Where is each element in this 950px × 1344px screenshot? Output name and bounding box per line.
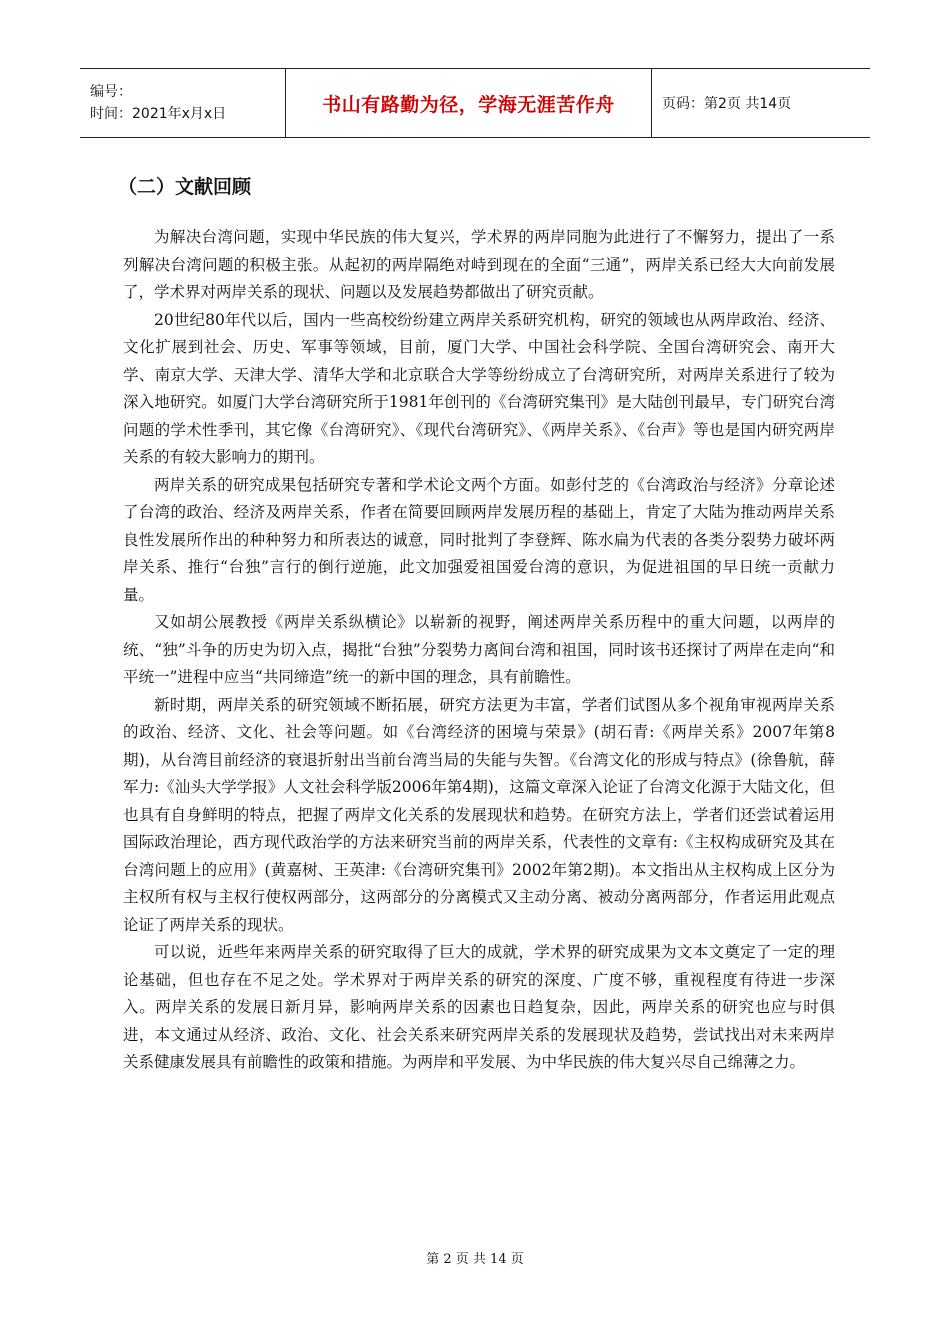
header-page-cell: [652, 69, 791, 137]
page-footer: [0, 1248, 950, 1267]
footer-page-number: 第 2 页 共 14 页: [426, 1252, 524, 1267]
paragraph: 可以说，近些年来两岸关系的研究取得了巨大的成就，学术界的研究成果为文本文奠定了一定的理论基础，但也存在不足之处。学术界对于两岸关系的研究的深度、广度不够，重视程度有待进一步深入。两岸关系的发展日新月异，影响两岸关系的因素也日趋复杂，因此，两岸关系的研究也应与时俱进，本文通过从经济、政治、文化、社会关系来研究两岸关系的发展现状及趋势，尝试找出对未来两岸关系健康发展具有前瞻性的政策和措施。为两岸和平发展、为中华民族的伟大复兴尽自己绵薄之力。: [123, 943, 835, 1071]
header-page-info: 页码：第2页 共14页: [662, 96, 792, 112]
document-body: [123, 224, 835, 1077]
paragraph: 又如胡公展教授《两岸关系纵横论》以崭新的视野，阐述两岸关系历程中的重大问题，以两岸的统、“独”斗争的历史为切入点，揭批“台独”分裂势力离间台湾和祖国，同时该书还探讨了两岸在走向“和平统一”进程中应当“共同缔造”统一的新中国的理念，具有前瞻性。: [123, 613, 835, 686]
paragraph: 20世纪80年代以后，国内一些高校纷纷建立两岸关系研究机构，研究的领域也从两岸政治、经济、文化扩展到社会、历史、军事等领域，目前，厦门大学、中国社会科学院、全国台湾研究会、南开大学、南京大学、天津大学、清华大学和北京联合大学等纷纷成立了台湾研究所，对两岸关系进行了较为深入地研究。如厦门大学台湾研究所于1981年创刊的《台湾研究集刊》是大陆创刊最早，专门研究台湾问题的学术性季刊，其它像《台湾研究》、《现代台湾研究》、《两岸关系》、《台声》等也是国内研究两岸关系的有较大影响力的期刊。: [123, 310, 835, 466]
header-number-label: 编号：: [90, 84, 132, 100]
document-header: [80, 68, 870, 138]
paragraph: 两岸关系的研究成果包括研究专著和学术论文两个方面。如彭付芝的《台湾政治与经济》分章论述了台湾的政治、经济及两岸关系，作者在简要回顾两岸发展历程的基础上，肯定了大陆为推动两岸关系良性发展所作出的种种努力和所表达的诚意，同时批判了李登辉、陈水扁为代表的各类分裂势力破坏两岸关系、推行“台独”言行的倒行逆施，此文加强爱祖国爱台湾的意识，为促进祖国的早日统一贡献力量。: [123, 475, 835, 604]
section-title: （二）文献回顾: [118, 176, 252, 198]
paragraph: 新时期，两岸关系的研究领域不断拓展，研究方法更为丰富，学者们试图从多个视角审视两岸关系的政治、经济、文化、社会等问题。如《台湾经济的困境与荣景》(胡石青:《两岸关系》2007年第8期)，从台湾目前经济的衰退折射出当前台湾当局的失能与失智。《台湾文化的形成与特点》(徐鲁航，薛军力:《汕头大学学报》人文社会科学版2006年第4期)，这篇文章深入论证了台湾文化源于大陆文化，但也具有自身鲜明的特点，把握了两岸文化关系的发展现状和趋势。在研究方法上，学者们还尝试着运用国际政治理论，西方现代政治学的方法来研究当前的两岸关系，代表性的文章有:《主权构成研究及其在台湾问题上的应用》(黄嘉树、王英津:《台湾研究集刊》2002年第2期)。本文指出从主权构成上区分为主权所有权与主权行使权两部分，这两部分的分离模式又主动分离、被动分离两部分，作者运用此观点论证了两岸关系的现状。: [123, 695, 835, 934]
header-motto-cell: [285, 69, 652, 137]
header-left-cell: [80, 69, 285, 137]
header-date-label: 时间：2021年x月x日: [90, 106, 227, 122]
paragraph: 为解决台湾问题，实现中华民族的伟大复兴，学术界的两岸同胞为此进行了不懈努力，提出了一系列解决台湾问题的积极主张。从起初的两岸隔绝对峙到现在的全面“三通”，两岸关系已经大大向前发展了，学术界对两岸关系的现状、问题以及发展趋势都做出了研究贡献。: [123, 228, 835, 301]
header-motto: 书山有路勤为径，学海无涯苦作舟: [322, 93, 615, 116]
